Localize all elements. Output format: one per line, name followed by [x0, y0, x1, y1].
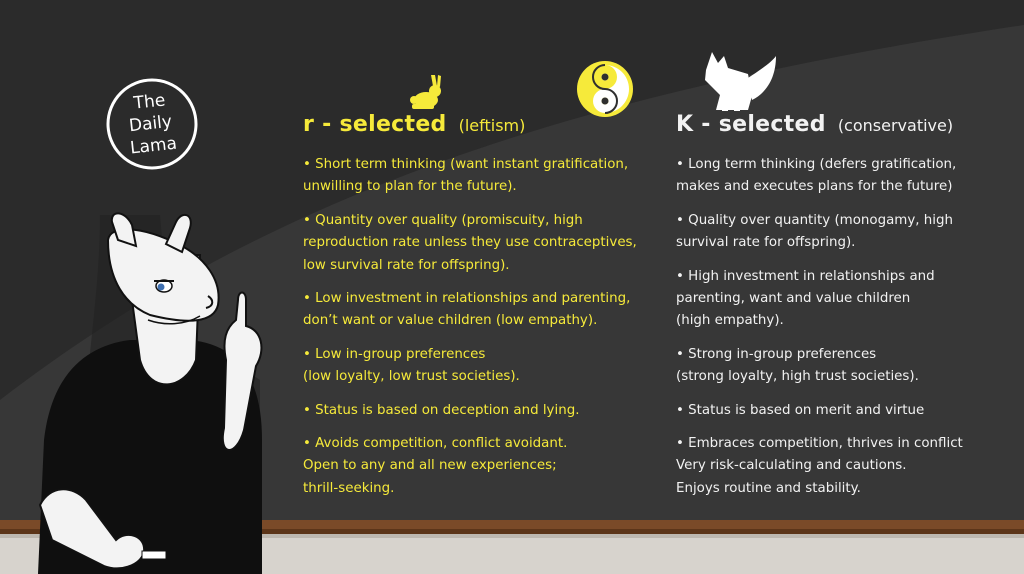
k-selected-column	[676, 112, 1016, 511]
logo-line-3: Lama	[129, 133, 178, 159]
logo-line-1: The	[132, 90, 167, 114]
item-line: • Quality over quantity (monogamy, high	[676, 212, 953, 228]
list-item	[676, 154, 1016, 199]
list-item	[676, 266, 1016, 333]
k-selected-list	[676, 154, 1016, 500]
item-line: don’t want or value children (low empathy).	[303, 313, 598, 329]
item-line: • Status is based on merit and virtue	[676, 402, 925, 418]
item-line: survival rate for offspring).	[676, 235, 856, 251]
yin-yang-icon	[577, 61, 633, 117]
list-item	[303, 288, 663, 333]
list-item	[303, 344, 663, 389]
r-selected-title: r - selected	[303, 112, 447, 137]
r-selected-list	[303, 154, 663, 500]
item-line: • Avoids competition, conflict avoidant.	[303, 436, 568, 452]
list-item	[303, 433, 663, 500]
item-line: • Short term thinking (want instant gratification,	[303, 157, 629, 172]
k-selected-title: K - selected	[676, 112, 826, 137]
r-selected-heading	[303, 112, 663, 148]
item-line: Very risk-calculating and cautions.	[676, 458, 907, 474]
logo-line-2: Daily	[128, 111, 173, 137]
list-item	[303, 154, 663, 199]
item-line: • High investment in relationships and	[676, 268, 935, 284]
item-line: unwilling to plan for the future).	[303, 179, 517, 195]
item-line: • Status is based on deception and lying.	[303, 402, 580, 418]
item-line: reproduction rate unless they use contraceptives,	[303, 235, 637, 251]
item-line: • Strong in-group preferences	[676, 346, 877, 362]
list-item	[676, 400, 1016, 422]
item-line: • Low in-group preferences	[303, 346, 486, 362]
item-line: (strong loyalty, high trust societies).	[676, 369, 919, 385]
k-selected-subtitle: (conservative)	[837, 116, 954, 135]
list-item	[676, 210, 1016, 255]
list-item	[303, 400, 663, 422]
item-line: makes and executes plans for the future)	[676, 179, 953, 195]
item-line: Open to any and all new experiences;	[303, 458, 557, 474]
item-line: • Long term thinking (defers gratification,	[676, 157, 957, 172]
item-line: low survival rate for offspring).	[303, 257, 510, 273]
item-line: Enjoys routine and stability.	[676, 480, 861, 496]
item-line: (low loyalty, low trust societies).	[303, 369, 520, 385]
item-line: parenting, want and value children	[676, 291, 911, 307]
item-line: • Low investment in relationships and parenting,	[303, 291, 631, 307]
r-selected-subtitle: (leftism)	[458, 116, 526, 135]
k-selected-heading	[676, 112, 1016, 148]
item-line: • Quantity over quality (promiscuity, high	[303, 212, 583, 228]
list-item	[676, 433, 1016, 500]
list-item	[676, 344, 1016, 389]
item-line: thrill-seeking.	[303, 480, 395, 496]
item-line: (high empathy).	[676, 313, 784, 329]
item-line: • Embraces competition, thrives in conflict	[676, 436, 963, 452]
r-selected-column	[303, 112, 663, 511]
list-item	[303, 210, 663, 277]
